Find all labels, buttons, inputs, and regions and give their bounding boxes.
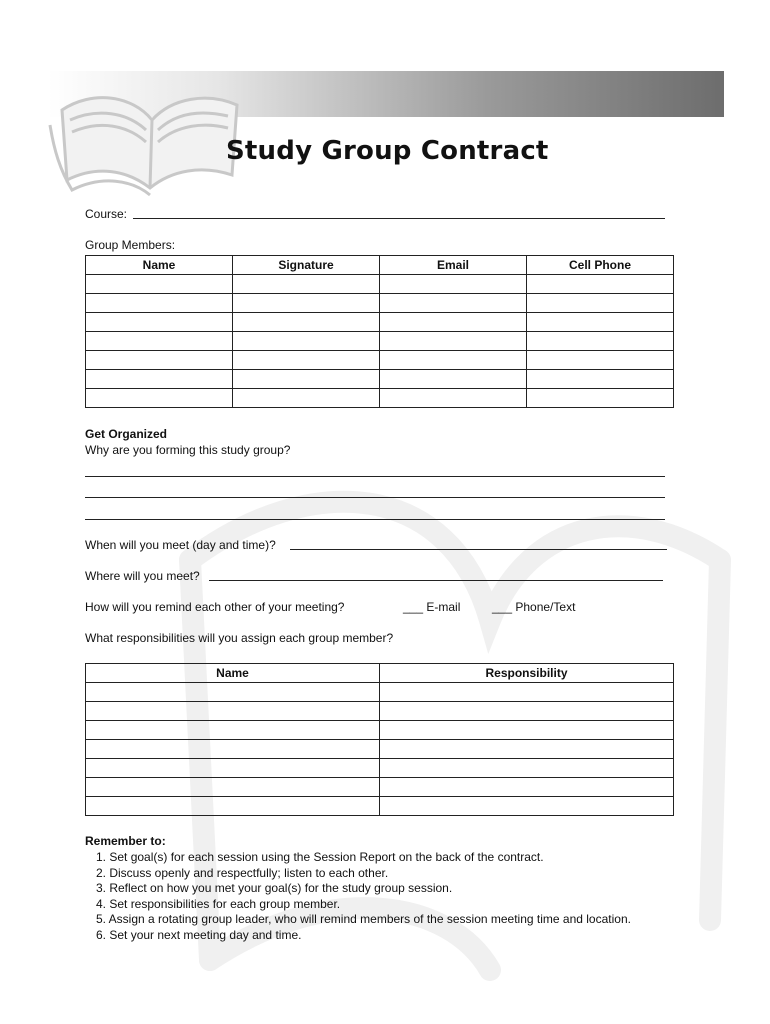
table-cell[interactable] bbox=[380, 313, 527, 332]
responsibility-table-body bbox=[86, 683, 674, 816]
table-cell[interactable] bbox=[233, 389, 380, 408]
list-item: 5. Assign a rotating group leader, who will remind members of the session meeting time and location. bbox=[96, 912, 631, 926]
table-cell[interactable] bbox=[380, 370, 527, 389]
table-cell[interactable] bbox=[527, 351, 674, 370]
list-item: 2. Discuss openly and respectfully; listen to each other. bbox=[96, 865, 389, 880]
column-header-name: Name bbox=[86, 664, 380, 683]
table-cell[interactable] bbox=[86, 313, 233, 332]
table-cell[interactable] bbox=[233, 275, 380, 294]
table-cell[interactable] bbox=[86, 370, 233, 389]
remember-heading: Remember to: bbox=[85, 834, 166, 848]
table-cell[interactable] bbox=[380, 778, 674, 797]
page-title: Study Group Contract bbox=[226, 136, 549, 166]
remind-question: How will you remind each other of your meeting? bbox=[85, 600, 345, 614]
table-cell[interactable] bbox=[380, 351, 527, 370]
table-cell[interactable] bbox=[233, 294, 380, 313]
table-row bbox=[86, 778, 674, 797]
table-cell[interactable] bbox=[380, 702, 674, 721]
course-field[interactable] bbox=[85, 207, 665, 221]
table-cell[interactable] bbox=[527, 275, 674, 294]
table-row bbox=[86, 313, 674, 332]
when-question: When will you meet (day and time)? bbox=[85, 538, 276, 552]
where-question: Where will you meet? bbox=[85, 569, 200, 583]
responsibility-table bbox=[85, 663, 674, 816]
list-item: 4. Set responsibilities for each group member. bbox=[96, 896, 341, 911]
table-row bbox=[86, 294, 674, 313]
table-row bbox=[86, 702, 674, 721]
table-cell[interactable] bbox=[527, 294, 674, 313]
why-answer-line-1[interactable] bbox=[85, 465, 665, 479]
table-cell[interactable] bbox=[380, 683, 674, 702]
table-cell[interactable] bbox=[380, 721, 674, 740]
table-cell[interactable] bbox=[86, 275, 233, 294]
table-cell[interactable] bbox=[233, 332, 380, 351]
why-answer-line-3[interactable] bbox=[85, 508, 665, 522]
column-header-name: Name bbox=[86, 256, 233, 275]
column-header-signature: Signature bbox=[233, 256, 380, 275]
table-cell[interactable] bbox=[86, 389, 233, 408]
where-field[interactable] bbox=[85, 569, 663, 583]
table-row bbox=[86, 332, 674, 351]
list-item: 1. Set goal(s) for each session using the Session Report on the back of the contract. bbox=[96, 850, 544, 864]
table-cell[interactable] bbox=[86, 721, 380, 740]
table-row bbox=[86, 370, 674, 389]
table-cell[interactable] bbox=[86, 294, 233, 313]
course-label: Course: bbox=[85, 207, 128, 221]
where-underline bbox=[209, 580, 663, 581]
table-row bbox=[86, 740, 674, 759]
table-cell[interactable] bbox=[86, 797, 380, 816]
table-cell[interactable] bbox=[380, 294, 527, 313]
table-row bbox=[86, 683, 674, 702]
open-book-icon bbox=[42, 70, 242, 200]
table-cell[interactable] bbox=[86, 778, 380, 797]
remind-email-option[interactable]: ___ E-mail bbox=[403, 600, 461, 614]
remind-phone-option[interactable]: ___ Phone/Text bbox=[492, 600, 576, 614]
why-question: Why are you forming this study group? bbox=[85, 443, 291, 457]
remember-list bbox=[96, 850, 631, 943]
table-cell[interactable] bbox=[86, 759, 380, 778]
group-members-label: Group Members: bbox=[85, 238, 176, 252]
table-cell[interactable] bbox=[527, 313, 674, 332]
table-cell[interactable] bbox=[380, 797, 674, 816]
members-table bbox=[85, 255, 674, 408]
table-cell[interactable] bbox=[86, 702, 380, 721]
list-item: 3. Reflect on how you met your goal(s) for the study group session. bbox=[96, 881, 453, 895]
table-cell[interactable] bbox=[380, 275, 527, 294]
table-cell[interactable] bbox=[527, 370, 674, 389]
table-row bbox=[86, 721, 674, 740]
table-cell[interactable] bbox=[527, 389, 674, 408]
column-header-email: Email bbox=[380, 256, 527, 275]
table-row bbox=[86, 759, 674, 778]
table-row bbox=[86, 797, 674, 816]
table-row bbox=[86, 275, 674, 294]
table-cell[interactable] bbox=[380, 389, 527, 408]
when-field[interactable] bbox=[85, 538, 667, 552]
table-cell[interactable] bbox=[86, 683, 380, 702]
get-organized-heading: Get Organized bbox=[85, 427, 168, 441]
responsibilities-question: What responsibilities will you assign each group member? bbox=[85, 631, 394, 645]
list-item: 6. Set your next meeting day and time. bbox=[96, 927, 302, 942]
members-table-body bbox=[86, 275, 674, 408]
why-answer-line-2[interactable] bbox=[85, 486, 665, 500]
column-header-cell-phone: Cell Phone bbox=[527, 256, 674, 275]
table-row bbox=[86, 351, 674, 370]
table-cell[interactable] bbox=[233, 313, 380, 332]
table-cell[interactable] bbox=[86, 351, 233, 370]
table-cell[interactable] bbox=[380, 740, 674, 759]
table-cell[interactable] bbox=[86, 740, 380, 759]
table-cell[interactable] bbox=[233, 351, 380, 370]
table-cell[interactable] bbox=[380, 759, 674, 778]
table-cell[interactable] bbox=[527, 332, 674, 351]
table-row bbox=[86, 389, 674, 408]
table-cell[interactable] bbox=[86, 332, 233, 351]
column-header-responsibility: Responsibility bbox=[380, 664, 674, 683]
course-underline bbox=[133, 218, 665, 219]
table-cell[interactable] bbox=[233, 370, 380, 389]
table-cell[interactable] bbox=[380, 332, 527, 351]
when-underline bbox=[290, 549, 667, 550]
